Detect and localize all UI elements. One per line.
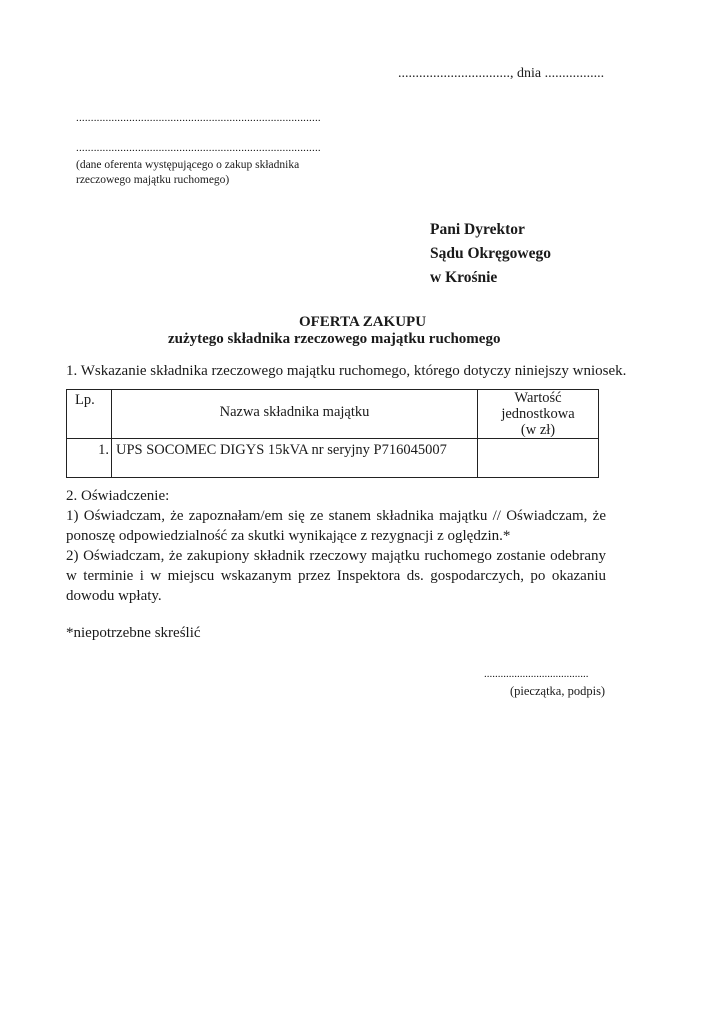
header-lp: Lp. [67,390,112,439]
addressee-block [430,218,551,290]
addressee-line-1: Pani Dyrektor [430,221,525,238]
document-subtitle: zużytego składnika rzeczowego majątku ruchomego [168,331,501,347]
header-value [478,390,599,439]
document-title: OFERTA ZAKUPU [298,314,427,330]
footnote: *niepotrzebne skreślić [66,625,201,641]
header-value-line-1: Wartość [514,390,562,406]
header-value-line-2: jednostkowa [501,406,575,422]
addressee-line-2: Sądu Okręgowego [430,245,551,262]
items-table [66,389,599,478]
sender-dots-line-1: ................................................................................... [76,112,321,124]
statement-2: 2) Oświadczam, że zakupiony składnik rzeczowy majątku ruchomego zostanie odebrany w terminie i w miejscu wskazanym przez Inspektora ds. gospodarczych, po okazaniu dowodu wpłaty. [66,548,606,604]
table-header-row [67,390,599,439]
section-2 [66,486,606,606]
addressee-line-3: w Krośnie [430,269,498,286]
section-2-heading: 2. Oświadczenie: [66,488,170,504]
table-row [67,439,599,478]
date-line: ................................, dnia ................. [398,66,605,81]
signature-dots: ...................................... [484,668,589,680]
row-lp: 1. [67,439,112,478]
statement-1: 1) Oświadczam, że zapoznałam/em się ze stanem składnika majątku // Oświadczam, że ponoszę odpowiedzialność za skutki wynikające z rezygnacji z oględzin.* [66,508,606,544]
sender-caption: (dane oferenta występującego o zakup składnika rzeczowego majątku ruchomego) [76,159,300,186]
row-name: UPS SOCOMEC DIGYS 15kVA nr seryjny P716045007 [112,439,478,478]
header-name: Nazwa składnika majątku [112,390,478,439]
signature-caption: (pieczątka, podpis) [510,684,606,698]
sender-dots-line-2: ................................................................................... [76,142,321,154]
section-1-text: 1. Wskazanie składnika rzeczowego majątku ruchomego, którego dotyczy niniejszy wniosek. [66,363,627,379]
header-value-line-3: (w zł) [520,422,556,438]
row-value[interactable] [478,439,599,478]
